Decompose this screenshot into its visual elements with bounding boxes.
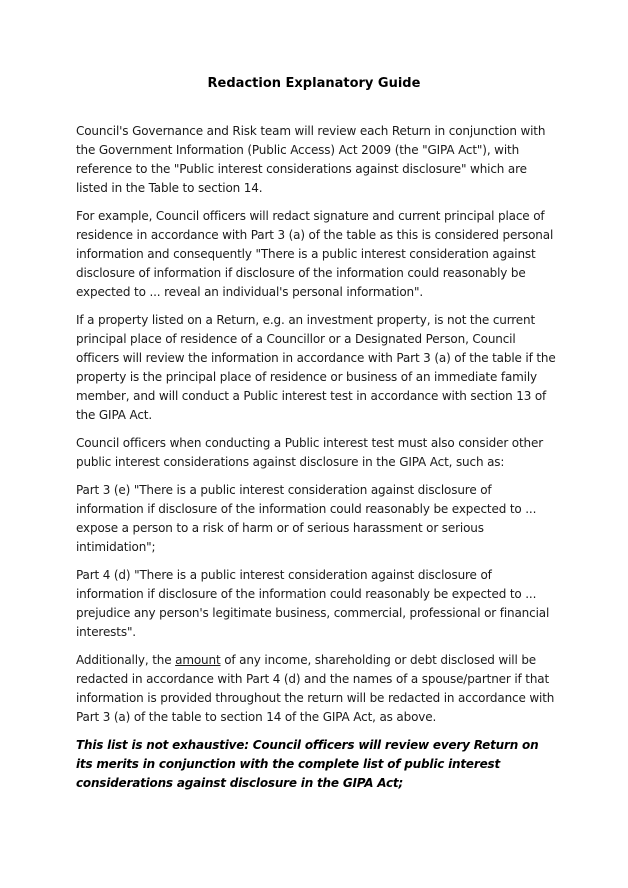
document-title: Redaction Explanatory Guide <box>207 76 421 91</box>
paragraph-intro: Council's Governance and Risk team will review each Return in conjunction with the Government Information (Public Access) Act 2009 (the "GIPA Act"), with reference to the "Public interest considerations against disclosure" which are listed in the Table to section 14. <box>76 124 546 195</box>
exhaustive-note: This list is not exhaustive: Council officers will review every Return on its merits in conjunction with the complete list of public interest considerations against disclosure in the GIPA Act; <box>76 738 539 790</box>
paragraph-public-interest-test: Council officers when conducting a Public interest test must also consider other public interest considerations against disclosure in the GIPA Act, such as: <box>76 436 543 469</box>
document-body <box>76 122 556 736</box>
paragraph-part-3e: Part 3 (e) "There is a public interest consideration against disclosure of information if disclosure of the information could reasonably be expected to ... expose a person to a risk of harm or of serious harassment or serious intimidation"; <box>76 483 537 554</box>
amount-underlined: amount <box>175 653 221 667</box>
paragraph-example: For example, Council officers will redact signature and current principal place of residence in accordance with Part 3 (a) of the table as this is considered personal information and consequently "There is a public interest consideration against disclosure of information if disclosure of the information could reasonably be expected to ... reveal an individual's personal information". <box>76 209 554 299</box>
additionally-text-after: of any income, shareholding or debt disclosed will be redacted in accordance with Part 4 (d) and the names of a spouse/partner if that information is provided throughout the return will be redacted in accordance with Part 3 (a) of the table to section 14 of the GIPA Act, as above. <box>76 653 555 724</box>
paragraph-property: If a property listed on a Return, e.g. an investment property, is not the current principal place of residence of a Councillor or a Designated Person, Council officers will review the information in accordance with Part 3 (a) of the table if the property is the principal place of residence or business of an immediate family member, and will conduct a Public interest test in accordance with section 13 of the GIPA Act. <box>76 313 556 422</box>
paragraph-part-4d: Part 4 (d) "There is a public interest consideration against disclosure of information if disclosure of the information could reasonably be expected to ... prejudice any person's legitimate business, commercial, professional or financial interests". <box>76 568 550 639</box>
paragraph-additionally <box>76 651 556 727</box>
additionally-text-before: Additionally, the <box>76 653 176 667</box>
